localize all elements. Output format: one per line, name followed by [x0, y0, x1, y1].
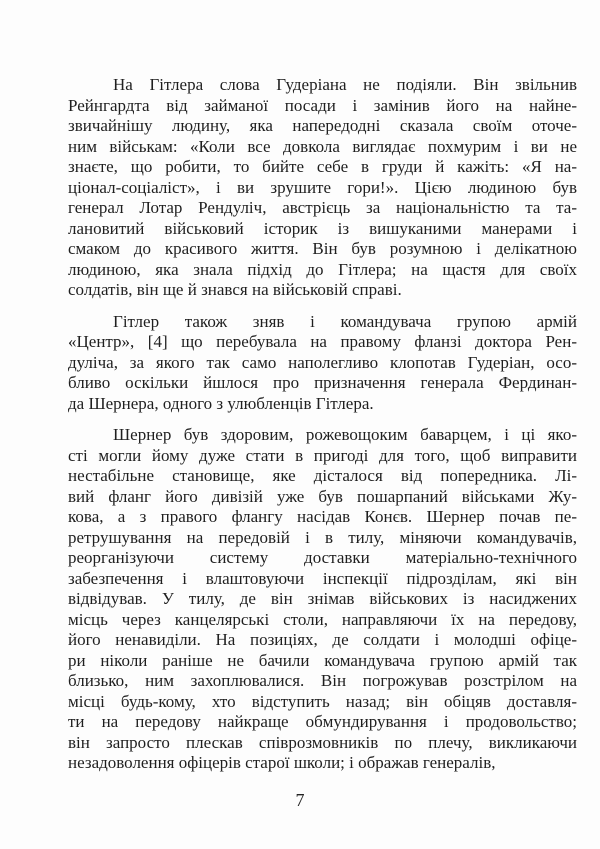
text-line: нестабільне становище, яке дісталося від попередника. Лі- [68, 466, 577, 485]
paragraph [68, 425, 577, 774]
text-line: смаком до красивого життя. Він був розумною і делікатною [68, 239, 577, 258]
text-line: місці будь-кому, хто відступить назад; він обіцяв доставля- [68, 691, 577, 711]
text-line: бливо оскільки йшлося про призначення генерала Фердинан- [68, 373, 577, 392]
text-line: він запросто плескав співрозмовників по плечу, викликаючи [68, 732, 577, 752]
text-line: людиною, яка знала підхід до Гітлера; на щастя для своїх [68, 259, 577, 279]
text-line: місць через канцелярські столи, направляючи їх на передову, [68, 609, 577, 629]
text-line: близько, ним захоплювалися. Він погрожував розстрілом на [68, 671, 577, 690]
text-line: реорганізуючи систему доставки матеріально-технічного [68, 548, 577, 567]
text-line: «Центр», [4] що перебувала на правому фланзі доктора Рен- [68, 332, 577, 351]
page-number: 7 [295, 790, 305, 810]
text-line: ціонал-соціаліст», і ви зрушите гори!». Цією людиною був [68, 177, 577, 197]
text-line: звичайнішу людину, яка напередодні сказала своїм оточе- [68, 116, 577, 135]
text-line: вий фланг його дивізій уже був пошарпаний військами Жу- [68, 486, 577, 506]
text-line: сті могли йому дуже стати в пригоді для того, щоб виправити [68, 445, 577, 465]
text-line: солдатів, він ще й знався на військовій справі. [68, 280, 402, 299]
text-line: ним військам: «Коли все довкола виглядає похмурим і ви не [68, 136, 577, 156]
text-line: забезпечення і влаштовуючи інспекції підрозділам, які він [68, 568, 577, 588]
text-line: кова, а з правого флангу насідав Конєв. Шернер почав пе- [68, 507, 577, 526]
text-line: ти на передову найкраще обмундирування і продовольство; [68, 712, 577, 731]
text-line: Шернер був здоровим, рожевощоким баварцем, і ці яко- [113, 425, 577, 444]
text-block [68, 75, 577, 774]
text-line: його ненавиділи. На позиціях, де солдати і молодші офіце- [68, 630, 577, 649]
text-line: незадоволення офіцерів старої школи; і ображав генералів, [68, 753, 496, 772]
text-line: знаєте, що робити, то бийте себе в груди й кажіть: «Я на- [68, 157, 577, 176]
text-line: На Гітлера слова Гудеріана не подіяли. Він звільнив [113, 75, 577, 94]
text-line: ри ніколи раніше не бачили командувача групою армій так [68, 650, 577, 670]
text-line: лановитий військовий історик із вишуканими манерами і [68, 218, 577, 238]
text-line: Гітлер також зняв і командувача групою армій [113, 311, 577, 331]
text-line: ретрушування на передовій і в тилу, міняючи командувачів, [68, 527, 577, 547]
text-line: да Шернера, одного з улюбленців Гітлера. [68, 393, 374, 413]
paragraph [68, 75, 577, 301]
text-line: Рейнгардта від займаної посади і замінив його на найне- [68, 95, 577, 115]
paragraph [68, 312, 577, 415]
text-line: дуліча, за якого так само наполегливо клопотав Гудеріан, осо- [68, 352, 577, 372]
text-line: відвідував. У тилу, де він знімав військових із насиджених [68, 589, 577, 608]
text-line: генерал Лотар Рендуліч, австрієць за національністю та та- [68, 198, 577, 217]
